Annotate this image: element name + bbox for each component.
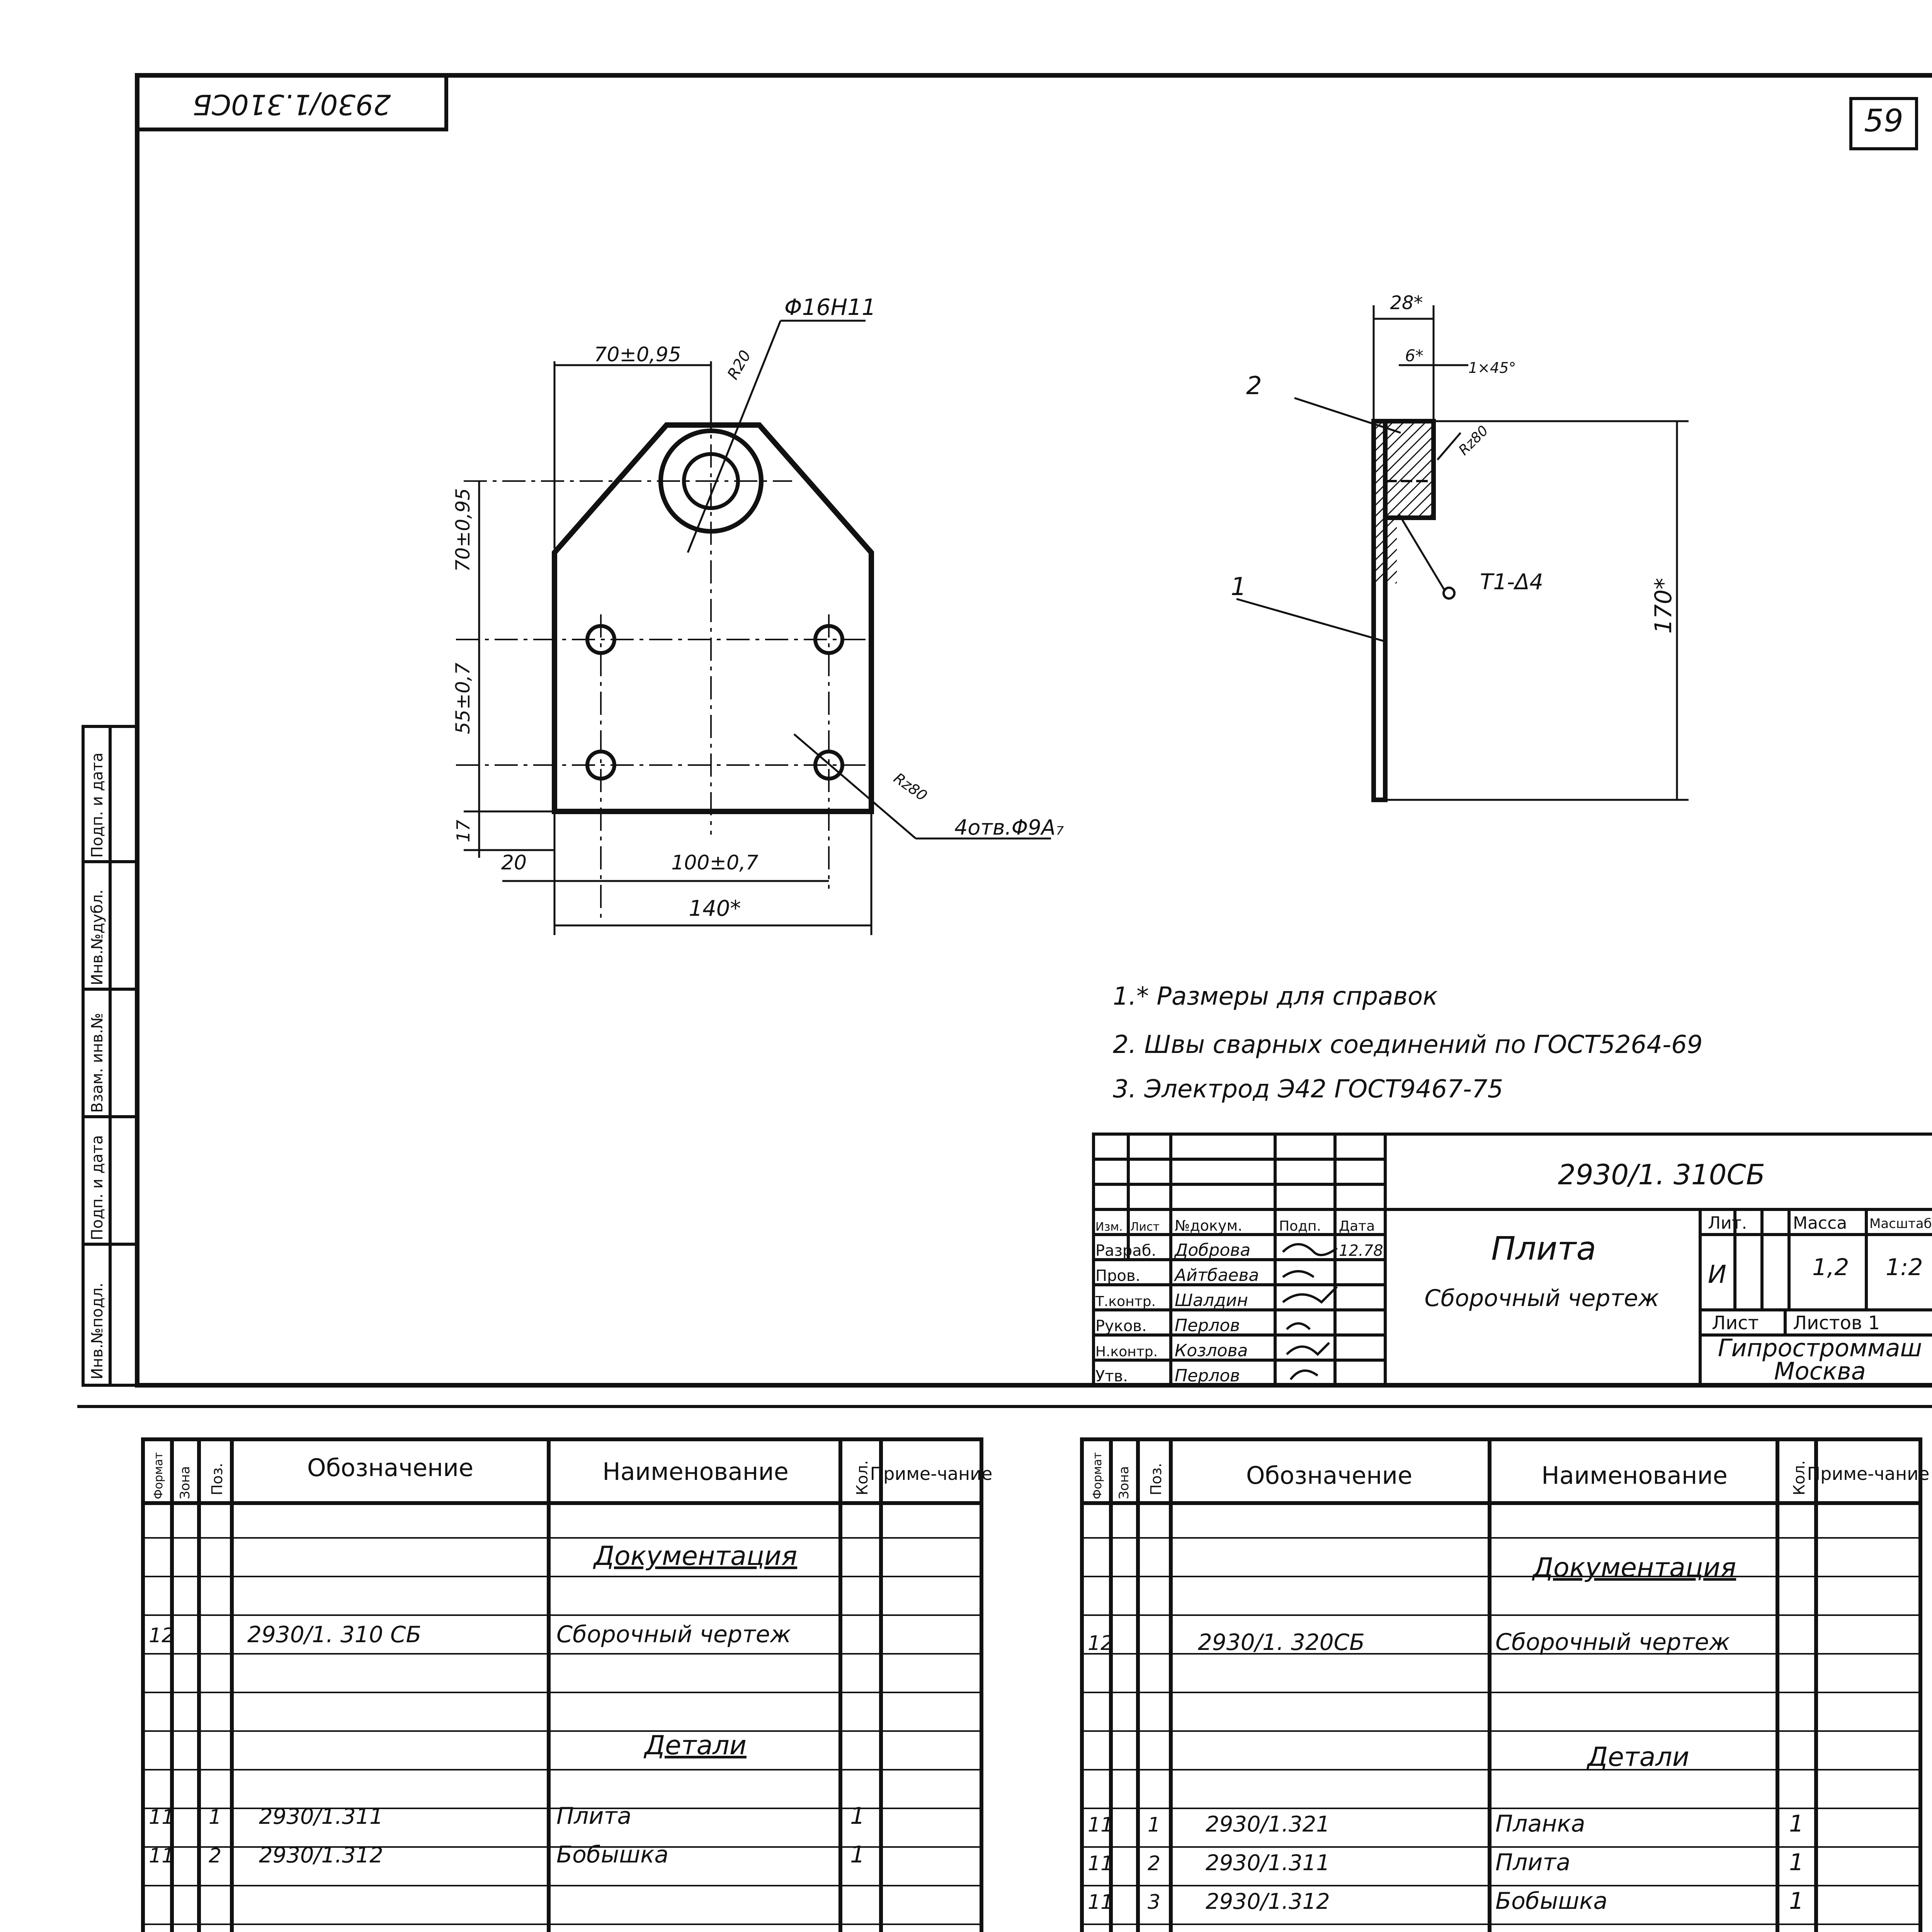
- doc-format: 12: [1088, 1632, 1114, 1655]
- section-parts: Детали: [1587, 1742, 1689, 1772]
- side-roughness: Rz80: [1456, 422, 1492, 459]
- position-1: 1: [1231, 573, 1247, 601]
- role: Т.контр.: [1095, 1294, 1156, 1310]
- scale-value: 1:2: [1886, 1254, 1923, 1281]
- spec-right-headers: [1091, 1452, 1929, 1499]
- note-2: 2. Швы сварных соединений по ГОСТ5264-69: [1113, 1031, 1703, 1059]
- top-sheet-frame: [77, 75, 1932, 1406]
- front-view-dimensions: [452, 294, 1064, 921]
- mass-value: 1,2: [1812, 1254, 1849, 1281]
- row-qty: 1: [1789, 1849, 1804, 1876]
- holes-note: 4отв.Φ9А₇: [954, 815, 1064, 840]
- role: Н.контр.: [1095, 1344, 1158, 1360]
- dim-holes-spacing: 100±0,7: [671, 851, 759, 874]
- col-header: Подп.: [1279, 1218, 1321, 1234]
- row-designation: 2930/1.311: [1206, 1850, 1330, 1876]
- header-zone: Зона: [177, 1466, 193, 1499]
- lit-value: И: [1708, 1260, 1726, 1289]
- spec-left-rows: [143, 1538, 981, 1932]
- dim-top: 70±0,95: [594, 343, 681, 366]
- person: Перлов: [1175, 1316, 1240, 1335]
- scale-label: Масштаб: [1869, 1216, 1932, 1231]
- header-format: Формат: [1091, 1452, 1104, 1499]
- header-qty: Кол.: [854, 1460, 871, 1495]
- note-3: 3. Электрод Э42 ГОСТ9467-75: [1113, 1075, 1503, 1104]
- side-stamp-label: Подп. и дата: [88, 1135, 106, 1240]
- header-designation: Обозначение: [1246, 1461, 1413, 1490]
- mass-label: Масса: [1793, 1213, 1847, 1233]
- top-title-block-text: [1095, 1158, 1932, 1386]
- role: Утв.: [1095, 1367, 1128, 1385]
- side-stamp-top-labels: [88, 753, 106, 1379]
- dim-left-upper: 70±0,95: [452, 488, 474, 572]
- header-note: Приме-чание: [1807, 1463, 1930, 1484]
- drawing-name: Плита: [1491, 1230, 1596, 1267]
- header-format: Формат: [152, 1452, 165, 1499]
- role: Пров.: [1095, 1267, 1141, 1285]
- row-designation: 2930/1.312: [1206, 1889, 1330, 1914]
- doc-name: Сборочный чертеж: [556, 1621, 791, 1648]
- weld-mark: Т1-Δ4: [1480, 570, 1543, 595]
- row-pos: 1: [209, 1806, 222, 1829]
- org-name: Гипростроммаш: [1718, 1334, 1922, 1362]
- dim-bottom-small: 17: [453, 820, 474, 842]
- spec-left-headers: [152, 1452, 992, 1499]
- row-designation: 2930/1.321: [1206, 1812, 1330, 1837]
- row-qty: 1: [1789, 1888, 1804, 1915]
- org-city: Москва: [1774, 1357, 1866, 1385]
- doc-designation: 2930/1. 310 СБ: [247, 1621, 422, 1648]
- page-number-box: [1851, 99, 1917, 149]
- dim-left-lower: 55±0,7: [452, 662, 474, 734]
- note-1: 1.* Размеры для справок: [1113, 982, 1438, 1011]
- row-pos: 2: [209, 1844, 222, 1867]
- rotated-code-box: [137, 75, 446, 129]
- row-name: Плита: [556, 1803, 632, 1830]
- section-parts: Детали: [645, 1730, 747, 1761]
- row-format: 11: [1088, 1813, 1114, 1837]
- roughness-mark: Rz80: [890, 769, 930, 804]
- row-qty: 1: [850, 1841, 865, 1868]
- dim-left-offset: 20: [501, 851, 527, 874]
- page-number: 59: [1864, 103, 1903, 139]
- header-zone: Зона: [1116, 1466, 1132, 1499]
- technical-notes: [1113, 982, 1703, 1104]
- drawing-code: 2930/1. 310СБ: [1558, 1158, 1765, 1191]
- doc-designation: 2930/1. 320СБ: [1198, 1629, 1365, 1655]
- person: Айтбаева: [1175, 1265, 1259, 1285]
- dim-chamfer: 1×45°: [1468, 359, 1516, 376]
- row-qty: 1: [1789, 1810, 1804, 1837]
- col-header: Дата: [1339, 1218, 1375, 1234]
- doc-name: Сборочный чертеж: [1495, 1629, 1730, 1656]
- spec-left-content: [149, 1541, 865, 1868]
- sheets-label: Листов 1: [1793, 1312, 1880, 1334]
- row-name: Плита: [1495, 1849, 1571, 1876]
- col-header: №докум.: [1175, 1217, 1243, 1234]
- row-qty: 1: [850, 1803, 865, 1830]
- role: Руков.: [1095, 1317, 1147, 1335]
- row-format: 11: [1088, 1852, 1114, 1875]
- header-pos: Поз.: [209, 1463, 226, 1495]
- row-pos: 1: [1148, 1813, 1161, 1837]
- spec-right-content: [1088, 1553, 1903, 1932]
- person: Шалдин: [1175, 1291, 1248, 1310]
- rotated-code: 2930/1.310СБ: [192, 88, 391, 121]
- person: Перлов: [1175, 1366, 1240, 1386]
- section-docs: Документация: [1532, 1553, 1736, 1583]
- row-format: 11: [149, 1844, 175, 1867]
- row-name: Планка: [1495, 1810, 1585, 1837]
- side-stamp-label: Инв.№дубл.: [88, 889, 106, 985]
- row-format: 11: [1088, 1891, 1114, 1914]
- side-view: [1236, 305, 1689, 800]
- person: Козлова: [1175, 1341, 1248, 1361]
- dim-width: 28*: [1390, 292, 1423, 314]
- row-format: 11: [149, 1806, 175, 1829]
- row-designation: 2930/1.311: [259, 1804, 383, 1829]
- front-view-plate: [456, 321, 1051, 935]
- sheet-label: Лист: [1712, 1312, 1759, 1334]
- side-stamp-label: Подп. и дата: [88, 752, 106, 858]
- dim-bevel: 6*: [1405, 346, 1423, 365]
- col-header: Лист: [1130, 1220, 1160, 1234]
- row-pos: 2: [1148, 1852, 1161, 1875]
- dim-hole: Φ16Н11: [784, 294, 876, 320]
- doc-format: 12: [149, 1624, 175, 1647]
- header-name: Наименование: [1541, 1461, 1728, 1490]
- header-designation: Обозначение: [307, 1454, 474, 1482]
- dim-height: 170*: [1650, 578, 1677, 634]
- position-2: 2: [1246, 372, 1262, 400]
- col-header: Изм.: [1095, 1220, 1123, 1234]
- header-name: Наименование: [602, 1458, 789, 1486]
- header-qty: Кол.: [1791, 1460, 1808, 1495]
- side-view-dimensions: [1231, 292, 1677, 634]
- dim-total: 140*: [689, 896, 741, 921]
- person: Доброва: [1175, 1240, 1251, 1260]
- side-stamp-label: Инв.№подл.: [88, 1282, 106, 1379]
- header-pos: Поз.: [1148, 1463, 1165, 1495]
- lit-label: Лит.: [1708, 1213, 1747, 1233]
- header-note: Приме-чание: [870, 1463, 993, 1484]
- row-name: Бобышка: [1495, 1888, 1608, 1915]
- drawing-subtitle: Сборочный чертеж: [1424, 1285, 1659, 1312]
- role: Разраб.: [1095, 1242, 1156, 1260]
- side-stamp-label: Взам. инв.№: [88, 1013, 106, 1113]
- date: 12.78: [1339, 1242, 1383, 1260]
- dim-chamfer: R20: [724, 347, 755, 383]
- row-name: Бобышка: [556, 1841, 669, 1868]
- row-pos: 3: [1148, 1891, 1161, 1914]
- section-docs: Документация: [594, 1541, 798, 1571]
- row-designation: 2930/1.312: [259, 1843, 383, 1868]
